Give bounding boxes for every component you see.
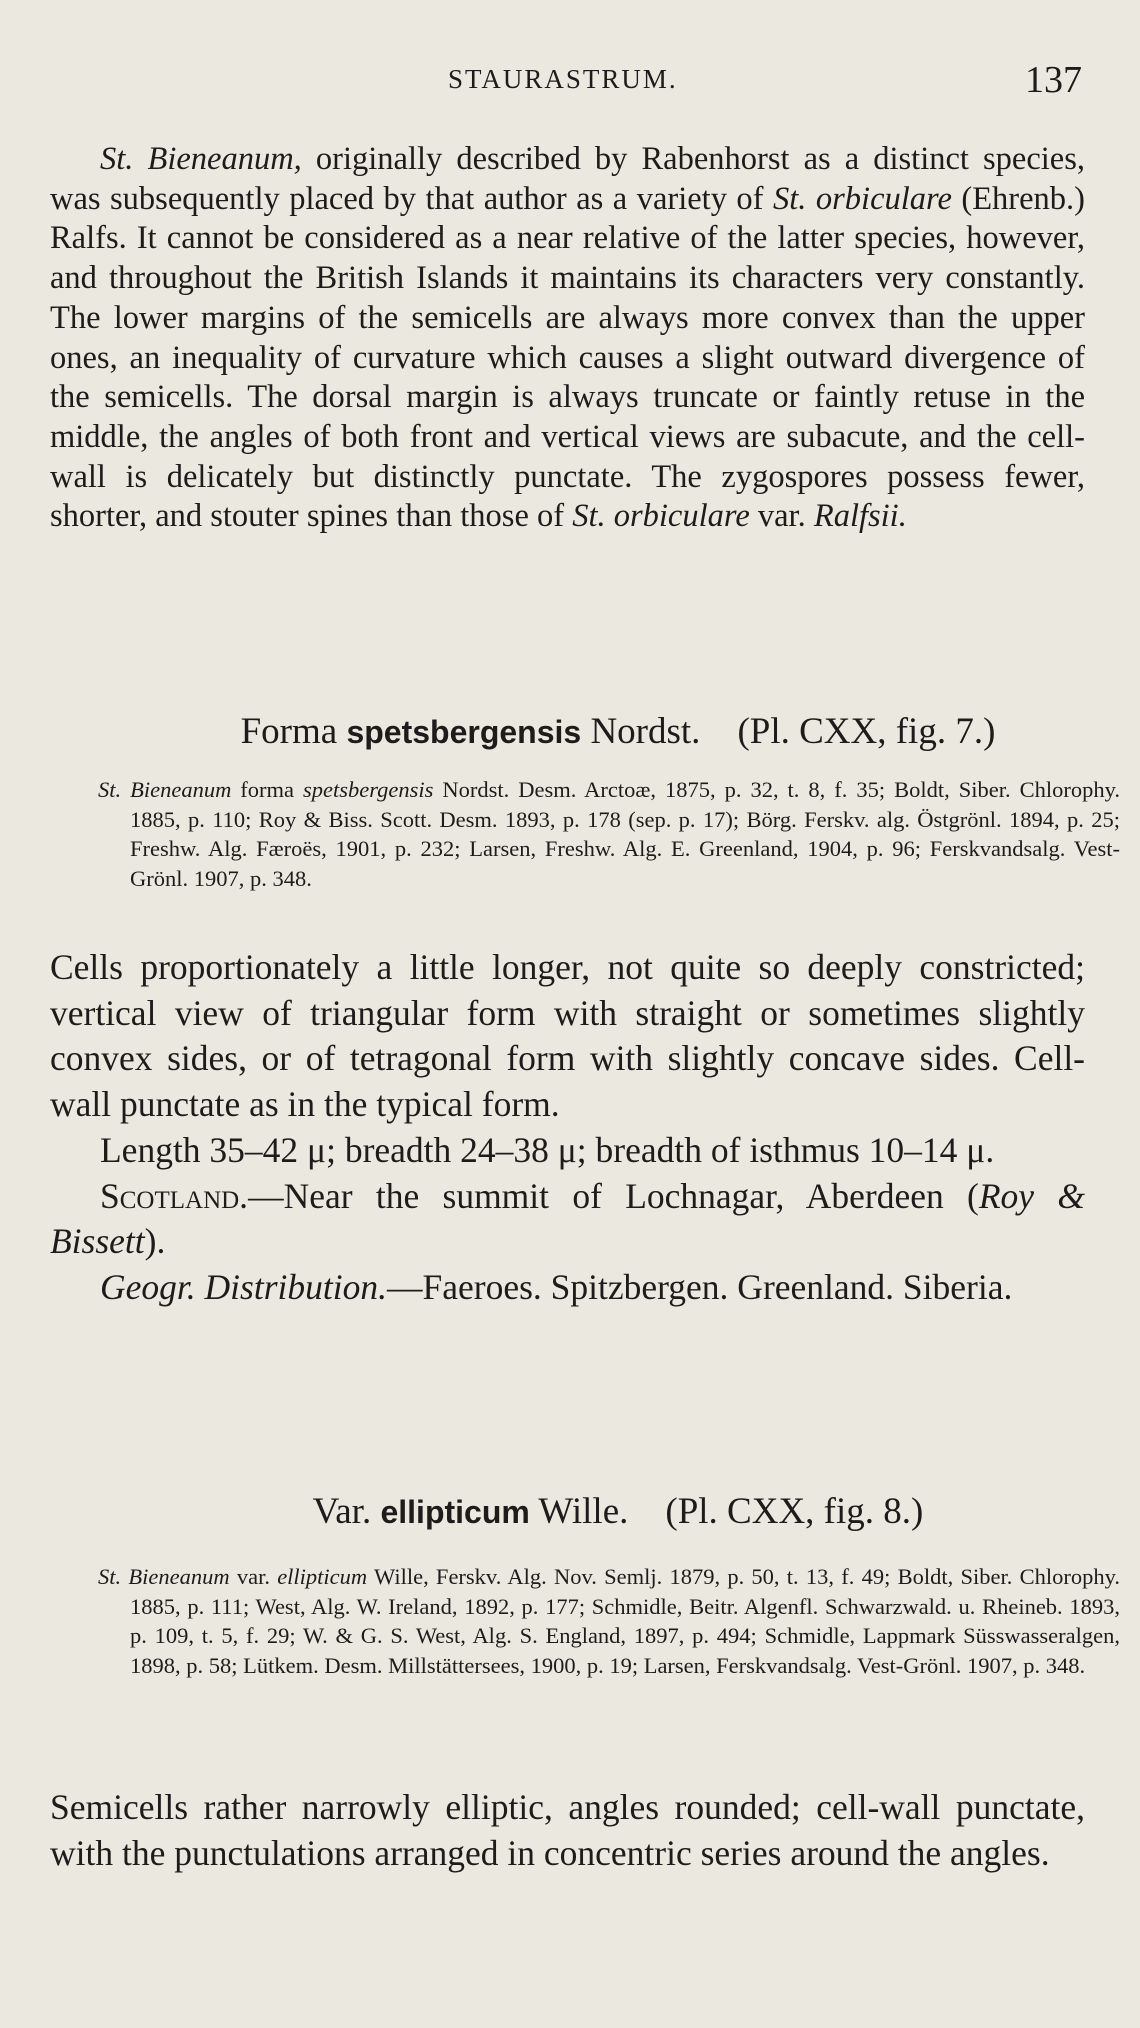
intro-paragraph bbox=[50, 140, 1085, 537]
syn-species: St. Bieneanum bbox=[98, 777, 232, 802]
forma-description: Cells proportionately a little longer, not quite so deeply constricted; vertical view of triangular form with straight or sometimes slightly convex sides, or of tetragonal form with slightly concave sides. Cell-wall punctate as in the typical form. bbox=[50, 947, 1085, 1125]
running-head bbox=[0, 59, 1140, 102]
distribution-label: Geogr. Distribution. bbox=[100, 1266, 387, 1307]
collectors: Roy & Bissett bbox=[50, 1175, 1085, 1262]
page-number: 137 bbox=[1025, 59, 1082, 101]
syn-forma-word: forma bbox=[231, 777, 304, 802]
var-syn-epithet: ellipticum bbox=[277, 1564, 368, 1589]
forma-plate-ref: (Pl. CXX, fig. 7.) bbox=[737, 711, 996, 752]
var-syn-references: Wille, Ferskv. Alg. Nov. Semlj. 1879, p. 50, t. 13, f. 49; Boldt, Siber. Chlorophy. 1885, p. 111; West, Alg. W. Ireland, 1892, p. 177; Schmidle, Beitr. Algenfl. Schwarzwald. u. Rheineb. 1893, p. 109, t. 5, f. 29; W. & G. S. West, Alg. S. England, 1897, p. 494; Schmidle, Lappmark Süsswasseralgen, 1898, p. 58; Lütkem. Desm. Millstättersees, 1900, p. 19; Larsen, Ferskvandsalg. Vest-Grönl. 1907, p. 348. bbox=[130, 1564, 1121, 1678]
variety-name: ellipticum bbox=[380, 1494, 530, 1530]
scotland-text: —Near the summit of Lochnagar, Aberdeen ( bbox=[248, 1175, 979, 1216]
variety-synonymy bbox=[98, 1562, 1120, 1680]
distribution-text: —Faeroes. Spitzbergen. Greenland. Siberia. bbox=[386, 1266, 1013, 1307]
variety-heading bbox=[48, 1490, 1140, 1533]
var-syn-species: St. Bieneanum bbox=[98, 1564, 230, 1589]
forma-prefix: Forma bbox=[240, 711, 347, 752]
forma-heading bbox=[48, 710, 1140, 753]
syn-references: Nordst. Desm. Arctoæ, 1875, p. 32, t. 8, f. 35; Boldt, Siber. Chlorophy. 1885, p. 110; Roy & Biss. Scott. Desm. 1893, p. 178 (sep. p. 17); Börg. Ferskv. alg. Östgrönl. 1894, p. 25; Freshw. Alg. Færoës, 1901, p. 232; Larsen, Freshw. Alg. E. Greenland, 1904, p. 96; Ferskvandsalg. Vest-Grönl. 1907, p. 348. bbox=[130, 777, 1120, 891]
ralfsii-name: Ralfsii. bbox=[813, 498, 907, 535]
forma-locality bbox=[50, 1174, 1085, 1265]
orbiculare-name-1: St. orbiculare bbox=[773, 180, 952, 217]
forma-name: spetsbergensis bbox=[346, 714, 582, 750]
intro-text-2: (Ehrenb.) Ralfs. It cannot be considered as a near relative of the latter species, however, and throughout the British Islands it maintains its characters very constantly. The lower margins of the semicells are always more convex than the upper ones, an inequality of curvature which causes a slight outward divergence of the semicells. The dorsal margin is always truncate or faintly retuse in the middle, the angles of both front and vertical views are subacute, and the cell-wall is delicately but distinctly punctate. The zygospores possess fewer, shorter, and stouter spines than those of bbox=[50, 180, 1085, 535]
running-title: STAURASTRUM. bbox=[448, 64, 678, 94]
scotland-label: Scotland. bbox=[100, 1175, 249, 1216]
forma-description-block bbox=[50, 945, 1085, 1311]
intro-text-1: originally described by Rabenhorst as a distinct species, was subsequently placed by that author as a variety of bbox=[50, 141, 1085, 217]
scotland-end: ). bbox=[144, 1221, 166, 1262]
forma-synonymy bbox=[98, 775, 1120, 893]
intro-text-3: var. bbox=[749, 498, 814, 535]
variety-description: Semicells rather narrowly elliptic, angles rounded; cell-wall punctate, with the punctulations arranged in concentric series around the angles. bbox=[50, 1787, 1085, 1873]
orbiculare-name-2: St. orbiculare bbox=[572, 498, 750, 535]
variety-prefix: Var. bbox=[312, 1491, 381, 1532]
forma-author: Nordst. bbox=[581, 711, 701, 752]
var-syn-word: var. bbox=[229, 1564, 278, 1589]
forma-distribution bbox=[50, 1265, 1085, 1311]
forma-measurements: Length 35–42 μ; breadth 24–38 μ; breadth of isthmus 10–14 μ. bbox=[100, 1129, 995, 1170]
variety-plate-ref: (Pl. CXX, fig. 8.) bbox=[665, 1491, 924, 1532]
syn-epithet: spetsbergensis bbox=[303, 777, 434, 802]
variety-author: Wille. bbox=[529, 1491, 629, 1532]
species-name: St. Bieneanum, bbox=[100, 141, 302, 177]
